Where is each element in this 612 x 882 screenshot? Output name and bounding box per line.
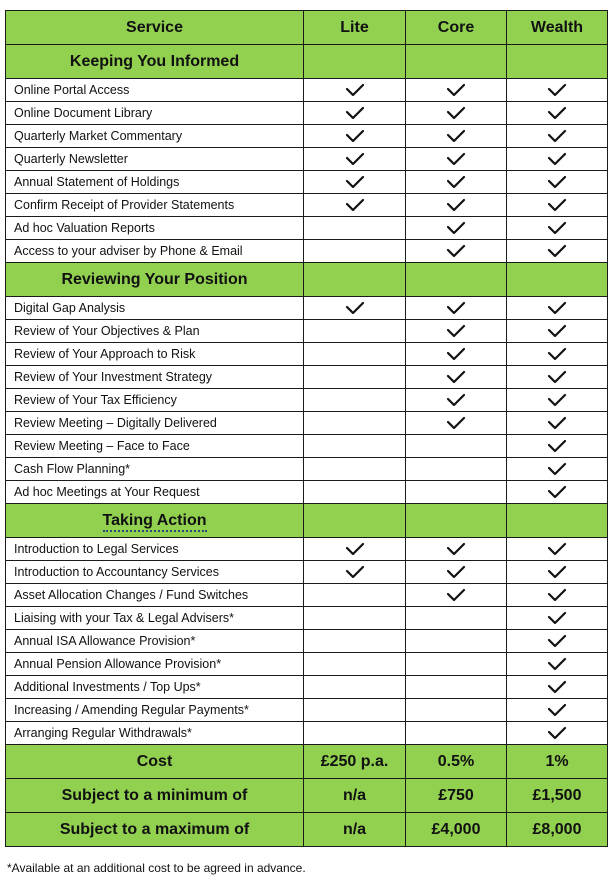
cell-lite xyxy=(304,102,406,125)
cell-lite xyxy=(304,561,406,584)
cell-wealth xyxy=(507,481,608,504)
cell-wealth xyxy=(507,722,608,745)
service-row xyxy=(6,366,608,389)
checkmark-icon xyxy=(446,393,466,407)
cell-core xyxy=(406,676,507,699)
cell-wealth xyxy=(507,676,608,699)
cell-wealth xyxy=(507,102,608,125)
checkmark-icon xyxy=(547,726,567,740)
footnote: *Available at an additional cost to be agreed in advance. xyxy=(7,861,306,875)
checkmark-icon xyxy=(547,301,567,315)
cost-core: 0.5% xyxy=(406,745,507,779)
service-label: Review of Your Tax Efficiency xyxy=(6,389,304,412)
checkmark-icon xyxy=(547,611,567,625)
section-empty-cell xyxy=(406,263,507,297)
cell-core xyxy=(406,102,507,125)
service-row xyxy=(6,458,608,481)
cell-wealth xyxy=(507,699,608,722)
service-row xyxy=(6,343,608,366)
service-label: Ad hoc Meetings at Your Request xyxy=(6,481,304,504)
cell-wealth xyxy=(507,389,608,412)
section-title xyxy=(6,263,304,297)
cell-wealth xyxy=(507,561,608,584)
cell-lite xyxy=(304,607,406,630)
header-service: Service xyxy=(6,11,304,45)
service-comparison-table xyxy=(5,10,608,847)
service-label: Access to your adviser by Phone & Email xyxy=(6,240,304,263)
cell-core xyxy=(406,412,507,435)
section-header-row xyxy=(6,504,608,538)
section-title xyxy=(6,504,304,538)
cell-core xyxy=(406,722,507,745)
section-empty-cell xyxy=(304,504,406,538)
cost-wealth: 1% xyxy=(507,745,608,779)
cell-lite xyxy=(304,676,406,699)
cell-lite xyxy=(304,217,406,240)
cell-core xyxy=(406,538,507,561)
checkmark-icon xyxy=(547,175,567,189)
checkmark-icon xyxy=(345,301,365,315)
cost-row xyxy=(6,779,608,813)
section-header-row xyxy=(6,263,608,297)
checkmark-icon xyxy=(345,198,365,212)
section-empty-cell xyxy=(507,504,608,538)
checkmark-icon xyxy=(547,485,567,499)
cell-core xyxy=(406,458,507,481)
cell-core xyxy=(406,240,507,263)
checkmark-icon xyxy=(446,370,466,384)
cost-core: £4,000 xyxy=(406,813,507,847)
checkmark-icon xyxy=(547,129,567,143)
checkmark-icon xyxy=(547,324,567,338)
service-row xyxy=(6,676,608,699)
service-row xyxy=(6,79,608,102)
service-row xyxy=(6,240,608,263)
cell-lite xyxy=(304,412,406,435)
header-core: Core xyxy=(406,11,507,45)
service-row xyxy=(6,699,608,722)
checkmark-icon xyxy=(547,416,567,430)
checkmark-icon xyxy=(446,83,466,97)
service-label: Annual Statement of Holdings xyxy=(6,171,304,194)
cell-lite xyxy=(304,458,406,481)
cell-wealth xyxy=(507,538,608,561)
section-empty-cell xyxy=(406,504,507,538)
checkmark-icon xyxy=(547,106,567,120)
service-label: Additional Investments / Top Ups* xyxy=(6,676,304,699)
cell-lite xyxy=(304,240,406,263)
section-title xyxy=(6,45,304,79)
cell-lite xyxy=(304,653,406,676)
checkmark-icon xyxy=(345,129,365,143)
checkmark-icon xyxy=(446,565,466,579)
service-label: Annual Pension Allowance Provision* xyxy=(6,653,304,676)
checkmark-icon xyxy=(547,83,567,97)
service-row xyxy=(6,102,608,125)
service-row xyxy=(6,297,608,320)
service-row xyxy=(6,125,608,148)
service-label: Ad hoc Valuation Reports xyxy=(6,217,304,240)
checkmark-icon xyxy=(446,198,466,212)
checkmark-icon xyxy=(547,198,567,212)
checkmark-icon xyxy=(547,703,567,717)
checkmark-icon xyxy=(446,347,466,361)
cost-lite: n/a xyxy=(304,779,406,813)
cell-core xyxy=(406,561,507,584)
cell-core xyxy=(406,481,507,504)
cell-wealth xyxy=(507,584,608,607)
service-label: Cash Flow Planning* xyxy=(6,458,304,481)
section-header-row xyxy=(6,45,608,79)
cell-lite xyxy=(304,125,406,148)
header-wealth: Wealth xyxy=(507,11,608,45)
checkmark-icon xyxy=(446,416,466,430)
checkmark-icon xyxy=(446,588,466,602)
cell-lite xyxy=(304,538,406,561)
cell-wealth xyxy=(507,194,608,217)
service-label: Quarterly Newsletter xyxy=(6,148,304,171)
cost-label: Subject to a maximum of xyxy=(6,813,304,847)
cell-core xyxy=(406,584,507,607)
checkmark-icon xyxy=(446,244,466,258)
checkmark-icon xyxy=(345,175,365,189)
cell-core xyxy=(406,79,507,102)
header-lite: Lite xyxy=(304,11,406,45)
service-row xyxy=(6,630,608,653)
cell-wealth xyxy=(507,171,608,194)
service-label: Digital Gap Analysis xyxy=(6,297,304,320)
cell-core xyxy=(406,435,507,458)
cell-core xyxy=(406,320,507,343)
service-row xyxy=(6,561,608,584)
section-empty-cell xyxy=(507,45,608,79)
cost-wealth: £8,000 xyxy=(507,813,608,847)
section-empty-cell xyxy=(507,263,608,297)
service-row xyxy=(6,481,608,504)
section-title-text: Taking Action xyxy=(103,512,207,532)
service-row xyxy=(6,194,608,217)
cost-row xyxy=(6,813,608,847)
cell-core xyxy=(406,194,507,217)
section-empty-cell xyxy=(406,45,507,79)
cost-row xyxy=(6,745,608,779)
cell-wealth xyxy=(507,217,608,240)
cost-wealth: £1,500 xyxy=(507,779,608,813)
checkmark-icon xyxy=(547,439,567,453)
cell-wealth xyxy=(507,630,608,653)
cell-wealth xyxy=(507,297,608,320)
cell-core xyxy=(406,607,507,630)
cell-wealth xyxy=(507,125,608,148)
service-label: Quarterly Market Commentary xyxy=(6,125,304,148)
cell-lite xyxy=(304,389,406,412)
checkmark-icon xyxy=(446,129,466,143)
service-label: Review Meeting – Face to Face xyxy=(6,435,304,458)
section-title-text: Keeping You Informed xyxy=(69,52,240,70)
cell-core xyxy=(406,171,507,194)
cell-lite xyxy=(304,171,406,194)
checkmark-icon xyxy=(446,106,466,120)
cell-wealth xyxy=(507,458,608,481)
cell-core xyxy=(406,148,507,171)
service-row xyxy=(6,320,608,343)
cell-lite xyxy=(304,722,406,745)
service-label: Annual ISA Allowance Provision* xyxy=(6,630,304,653)
service-label: Increasing / Amending Regular Payments* xyxy=(6,699,304,722)
service-row xyxy=(6,217,608,240)
cell-core xyxy=(406,630,507,653)
cell-lite xyxy=(304,435,406,458)
cell-core xyxy=(406,366,507,389)
service-row xyxy=(6,412,608,435)
service-row xyxy=(6,148,608,171)
checkmark-icon xyxy=(345,106,365,120)
cell-wealth xyxy=(507,653,608,676)
checkmark-icon xyxy=(345,565,365,579)
cell-wealth xyxy=(507,79,608,102)
checkmark-icon xyxy=(547,244,567,258)
service-label: Confirm Receipt of Provider Statements xyxy=(6,194,304,217)
cell-lite xyxy=(304,343,406,366)
checkmark-icon xyxy=(446,221,466,235)
cell-lite xyxy=(304,297,406,320)
cell-core xyxy=(406,125,507,148)
service-row xyxy=(6,653,608,676)
cost-lite: n/a xyxy=(304,813,406,847)
cell-wealth xyxy=(507,343,608,366)
cell-lite xyxy=(304,366,406,389)
service-row xyxy=(6,389,608,412)
service-row xyxy=(6,538,608,561)
cost-lite: £250 p.a. xyxy=(304,745,406,779)
checkmark-icon xyxy=(547,152,567,166)
cost-label: Subject to a minimum of xyxy=(6,779,304,813)
cell-lite xyxy=(304,481,406,504)
checkmark-icon xyxy=(446,301,466,315)
cell-core xyxy=(406,699,507,722)
checkmark-icon xyxy=(547,634,567,648)
cell-lite xyxy=(304,699,406,722)
checkmark-icon xyxy=(547,680,567,694)
cell-core xyxy=(406,297,507,320)
service-label: Arranging Regular Withdrawals* xyxy=(6,722,304,745)
checkmark-icon xyxy=(345,542,365,556)
checkmark-icon xyxy=(547,393,567,407)
header-row xyxy=(6,11,608,45)
section-title-text: Reviewing Your Position xyxy=(61,270,248,288)
checkmark-icon xyxy=(446,152,466,166)
service-label: Online Document Library xyxy=(6,102,304,125)
checkmark-icon xyxy=(547,347,567,361)
checkmark-icon xyxy=(547,565,567,579)
cell-wealth xyxy=(507,412,608,435)
service-row xyxy=(6,722,608,745)
cell-core xyxy=(406,217,507,240)
cost-core: £750 xyxy=(406,779,507,813)
service-label: Introduction to Legal Services xyxy=(6,538,304,561)
cell-wealth xyxy=(507,240,608,263)
checkmark-icon xyxy=(446,324,466,338)
service-label: Introduction to Accountancy Services xyxy=(6,561,304,584)
cell-lite xyxy=(304,630,406,653)
cell-core xyxy=(406,389,507,412)
checkmark-icon xyxy=(547,588,567,602)
cell-core xyxy=(406,343,507,366)
checkmark-icon xyxy=(547,542,567,556)
service-label: Asset Allocation Changes / Fund Switches xyxy=(6,584,304,607)
cell-lite xyxy=(304,584,406,607)
checkmark-icon xyxy=(345,83,365,97)
checkmark-icon xyxy=(547,657,567,671)
cell-wealth xyxy=(507,320,608,343)
service-label: Review of Your Objectives & Plan xyxy=(6,320,304,343)
section-empty-cell xyxy=(304,263,406,297)
service-row xyxy=(6,171,608,194)
service-row xyxy=(6,584,608,607)
cell-lite xyxy=(304,79,406,102)
service-label: Review Meeting – Digitally Delivered xyxy=(6,412,304,435)
checkmark-icon xyxy=(345,152,365,166)
cell-wealth xyxy=(507,366,608,389)
cell-lite xyxy=(304,148,406,171)
checkmark-icon xyxy=(547,462,567,476)
service-label: Online Portal Access xyxy=(6,79,304,102)
cell-wealth xyxy=(507,435,608,458)
service-row xyxy=(6,435,608,458)
cell-core xyxy=(406,653,507,676)
checkmark-icon xyxy=(446,175,466,189)
cell-wealth xyxy=(507,148,608,171)
service-label: Review of Your Investment Strategy xyxy=(6,366,304,389)
cost-label: Cost xyxy=(6,745,304,779)
section-empty-cell xyxy=(304,45,406,79)
service-row xyxy=(6,607,608,630)
cell-wealth xyxy=(507,607,608,630)
checkmark-icon xyxy=(547,221,567,235)
checkmark-icon xyxy=(547,370,567,384)
checkmark-icon xyxy=(446,542,466,556)
cell-lite xyxy=(304,194,406,217)
service-label: Liaising with your Tax & Legal Advisers* xyxy=(6,607,304,630)
cell-lite xyxy=(304,320,406,343)
service-label: Review of Your Approach to Risk xyxy=(6,343,304,366)
